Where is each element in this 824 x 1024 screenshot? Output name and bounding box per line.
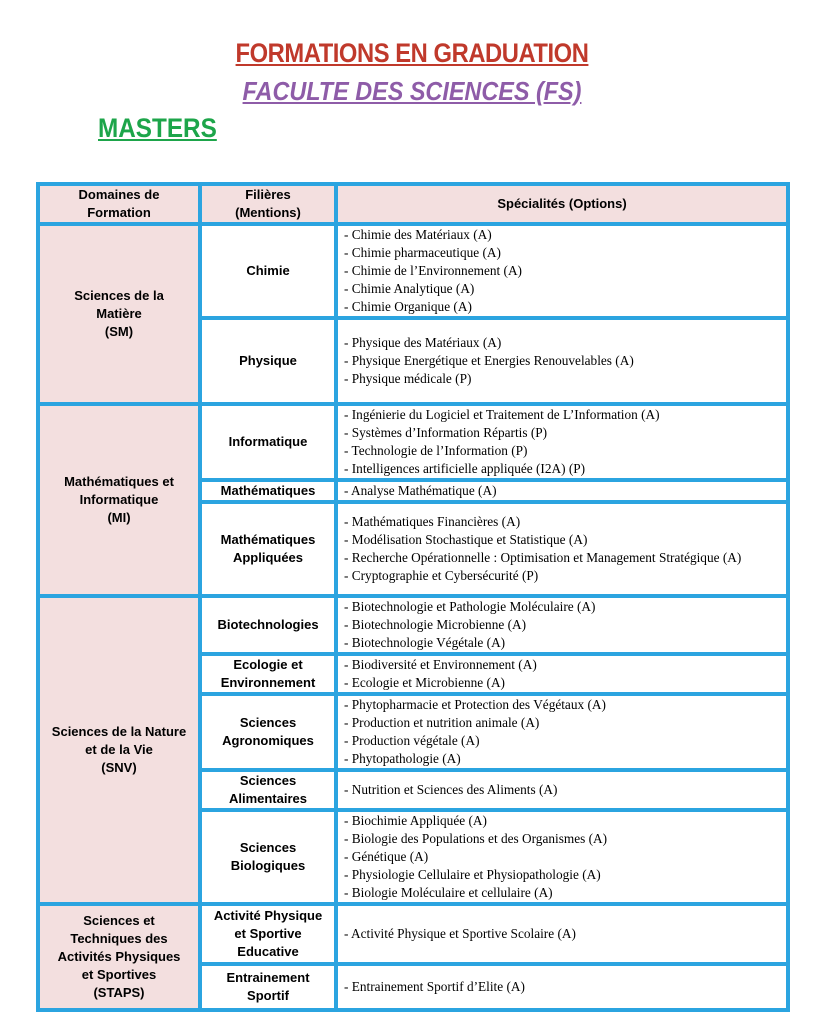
filiere-cell: [200, 404, 336, 480]
domain-cell: [38, 224, 200, 404]
filiere-cell: [200, 810, 336, 904]
filiere-name-line: Environnement: [220, 675, 316, 690]
domain-name-line: Sciences de la: [74, 288, 164, 303]
header-filieres-line1: Filières: [245, 187, 291, 202]
section-heading-masters: MASTERS: [98, 113, 217, 143]
filiere-name-line: Mathématiques: [220, 532, 316, 547]
specialite-item: - Chimie des Matériaux (A): [344, 227, 492, 242]
domain-name-line: Mathématiques et: [64, 474, 174, 489]
specialite-item: - Ingénierie du Logiciel et Traitement de L’Information (A): [344, 407, 660, 422]
domain-name-line: (MI): [107, 510, 131, 525]
specialites-list: [344, 656, 780, 692]
table-row: [38, 596, 788, 654]
filiere-name-line: Sciences: [239, 715, 297, 730]
filiere-cell: [200, 654, 336, 694]
table-header-row: [38, 184, 788, 224]
specialite-item: - Chimie Analytique (A): [344, 281, 475, 296]
specialite-item: - Systèmes d’Information Répartis (P): [344, 425, 548, 440]
specialites-list: [344, 406, 780, 478]
specialite-item: - Production et nutrition animale (A): [344, 715, 540, 730]
filiere-name-line: Biologiques: [230, 858, 306, 873]
domain-name-line: (STAPS): [93, 985, 145, 1000]
specialite-item: - Biochimie Appliquée (A): [344, 813, 487, 828]
specialites-cell: [336, 964, 788, 1010]
filiere-name-line: Sportif: [247, 988, 289, 1003]
table-row: [38, 404, 788, 480]
specialite-item: - Chimie Organique (A): [344, 299, 472, 314]
specialite-item: - Génétique (A): [344, 849, 429, 864]
specialites-cell: [336, 694, 788, 770]
header-domaines: [38, 184, 200, 224]
specialite-item: - Phytopharmacie et Protection des Végétaux (A): [344, 697, 606, 712]
specialite-item: - Physique des Matériaux (A): [344, 335, 502, 350]
filiere-cell: [200, 480, 336, 502]
header-domaines-line1: Domaines de: [78, 187, 160, 202]
domain-name-line: Sciences de la Nature: [51, 724, 187, 739]
specialite-item: - Production végétale (A): [344, 733, 480, 748]
filiere-name-line: Chimie: [246, 263, 290, 278]
filiere-cell: [200, 964, 336, 1010]
specialites-list: [344, 513, 780, 585]
filiere-name-line: et Sportive: [234, 926, 302, 941]
header-filieres: [200, 184, 336, 224]
domain-name-line: Matière: [96, 306, 142, 321]
filiere-name-line: Alimentaires: [228, 791, 308, 806]
filiere-name-line: Mathématiques: [220, 483, 316, 498]
specialites-cell: [336, 224, 788, 318]
specialite-item: - Biotechnologie Microbienne (A): [344, 617, 527, 632]
specialites-list: [344, 598, 780, 652]
domain-cell: [38, 596, 200, 904]
specialite-item: - Mathématiques Financières (A): [344, 514, 521, 529]
specialites-list: [344, 925, 780, 943]
filiere-name-line: Informatique: [228, 434, 308, 449]
table-row: [38, 224, 788, 318]
specialite-item: - Chimie de l’Environnement (A): [344, 263, 522, 278]
filiere-name-line: Sciences: [239, 773, 297, 788]
specialite-item: - Phytopathologie (A): [344, 751, 461, 766]
filiere-cell: [200, 904, 336, 964]
specialites-list: [344, 696, 780, 768]
domain-name-line: (SNV): [101, 760, 137, 775]
filiere-cell: [200, 502, 336, 596]
filiere-name-line: Sciences: [239, 840, 297, 855]
filiere-name-line: Physique: [239, 353, 297, 368]
filiere-name-line: Entrainement: [226, 970, 310, 985]
specialite-item: - Nutrition et Sciences des Aliments (A): [344, 782, 558, 797]
specialite-item: - Activité Physique et Sportive Scolaire (A): [344, 926, 576, 941]
specialites-cell: [336, 596, 788, 654]
filiere-name-line: Ecologie et: [233, 657, 303, 672]
table-row: [38, 904, 788, 964]
domain-cell: [38, 404, 200, 596]
formations-table: [36, 182, 790, 1012]
specialite-item: - Ecologie et Microbienne (A): [344, 675, 505, 690]
specialite-item: - Intelligences artificielle appliquée (I2A) (P): [344, 461, 586, 476]
domain-cell: [38, 904, 200, 1010]
filiere-cell: [200, 770, 336, 810]
specialites-list: [344, 978, 780, 996]
specialite-item: - Physique médicale (P): [344, 371, 472, 386]
specialites-cell: [336, 770, 788, 810]
filiere-name-line: Appliquées: [232, 550, 304, 565]
specialites-cell: [336, 318, 788, 404]
specialites-list: [344, 781, 780, 799]
domain-name-line: Informatique: [79, 492, 159, 507]
specialite-item: - Modélisation Stochastique et Statistique (A): [344, 532, 588, 547]
specialites-cell: [336, 810, 788, 904]
header-specialites: Spécialités (Options): [336, 184, 788, 224]
domain-name-line: et de la Vie: [85, 742, 153, 757]
page-title: FORMATIONS EN GRADUATION: [235, 38, 589, 68]
specialites-cell: [336, 654, 788, 694]
specialite-item: - Biotechnologie et Pathologie Moléculaire (A): [344, 599, 596, 614]
specialites-cell: [336, 480, 788, 502]
domain-name-line: et Sportives: [81, 967, 157, 982]
filiere-name-line: Educative: [237, 944, 299, 959]
domain-name-line: Sciences et: [83, 913, 155, 928]
filiere-name-line: Agronomiques: [222, 733, 314, 748]
specialite-item: - Biodiversité et Environnement (A): [344, 657, 537, 672]
specialites-list: [344, 334, 780, 388]
specialite-item: - Biologie Moléculaire et cellulaire (A): [344, 885, 553, 900]
filiere-cell: [200, 694, 336, 770]
faculty-subtitle: FACULTE DES SCIENCES (FS): [242, 76, 582, 106]
formations-table-body: [38, 184, 788, 1010]
domain-name-line: Techniques des: [70, 931, 168, 946]
specialites-cell: [336, 502, 788, 596]
specialite-item: - Cryptographie et Cybersécurité (P): [344, 568, 539, 583]
specialite-item: - Chimie pharmaceutique (A): [344, 245, 501, 260]
filiere-name-line: Biotechnologies: [217, 617, 319, 632]
specialite-item: - Analyse Mathématique (A): [344, 483, 497, 498]
filiere-cell: [200, 224, 336, 318]
specialite-item: - Physique Energétique et Energies Renouvelables (A): [344, 353, 634, 368]
filiere-cell: [200, 318, 336, 404]
specialites-cell: [336, 404, 788, 480]
filiere-name-line: Activité Physique: [213, 908, 323, 923]
domain-name-line: (SM): [104, 324, 134, 339]
domain-name-line: Activités Physiques: [57, 949, 181, 964]
specialite-item: - Technologie de l’Information (P): [344, 443, 528, 458]
filiere-cell: [200, 596, 336, 654]
specialite-item: - Entrainement Sportif d’Elite (A): [344, 979, 525, 994]
specialite-item: - Biologie des Populations et des Organismes (A): [344, 831, 608, 846]
header-domaines-line2: Formation: [87, 205, 151, 220]
specialite-item: - Recherche Opérationnelle : Optimisation et Management Stratégique (A): [344, 550, 742, 565]
specialite-item: - Physiologie Cellulaire et Physiopathologie (A): [344, 867, 601, 882]
header-filieres-line2: (Mentions): [235, 205, 301, 220]
specialites-cell: [336, 904, 788, 964]
specialites-list: [344, 226, 780, 316]
specialites-list: [344, 482, 780, 500]
specialites-list: [344, 812, 780, 902]
specialite-item: - Biotechnologie Végétale (A): [344, 635, 506, 650]
